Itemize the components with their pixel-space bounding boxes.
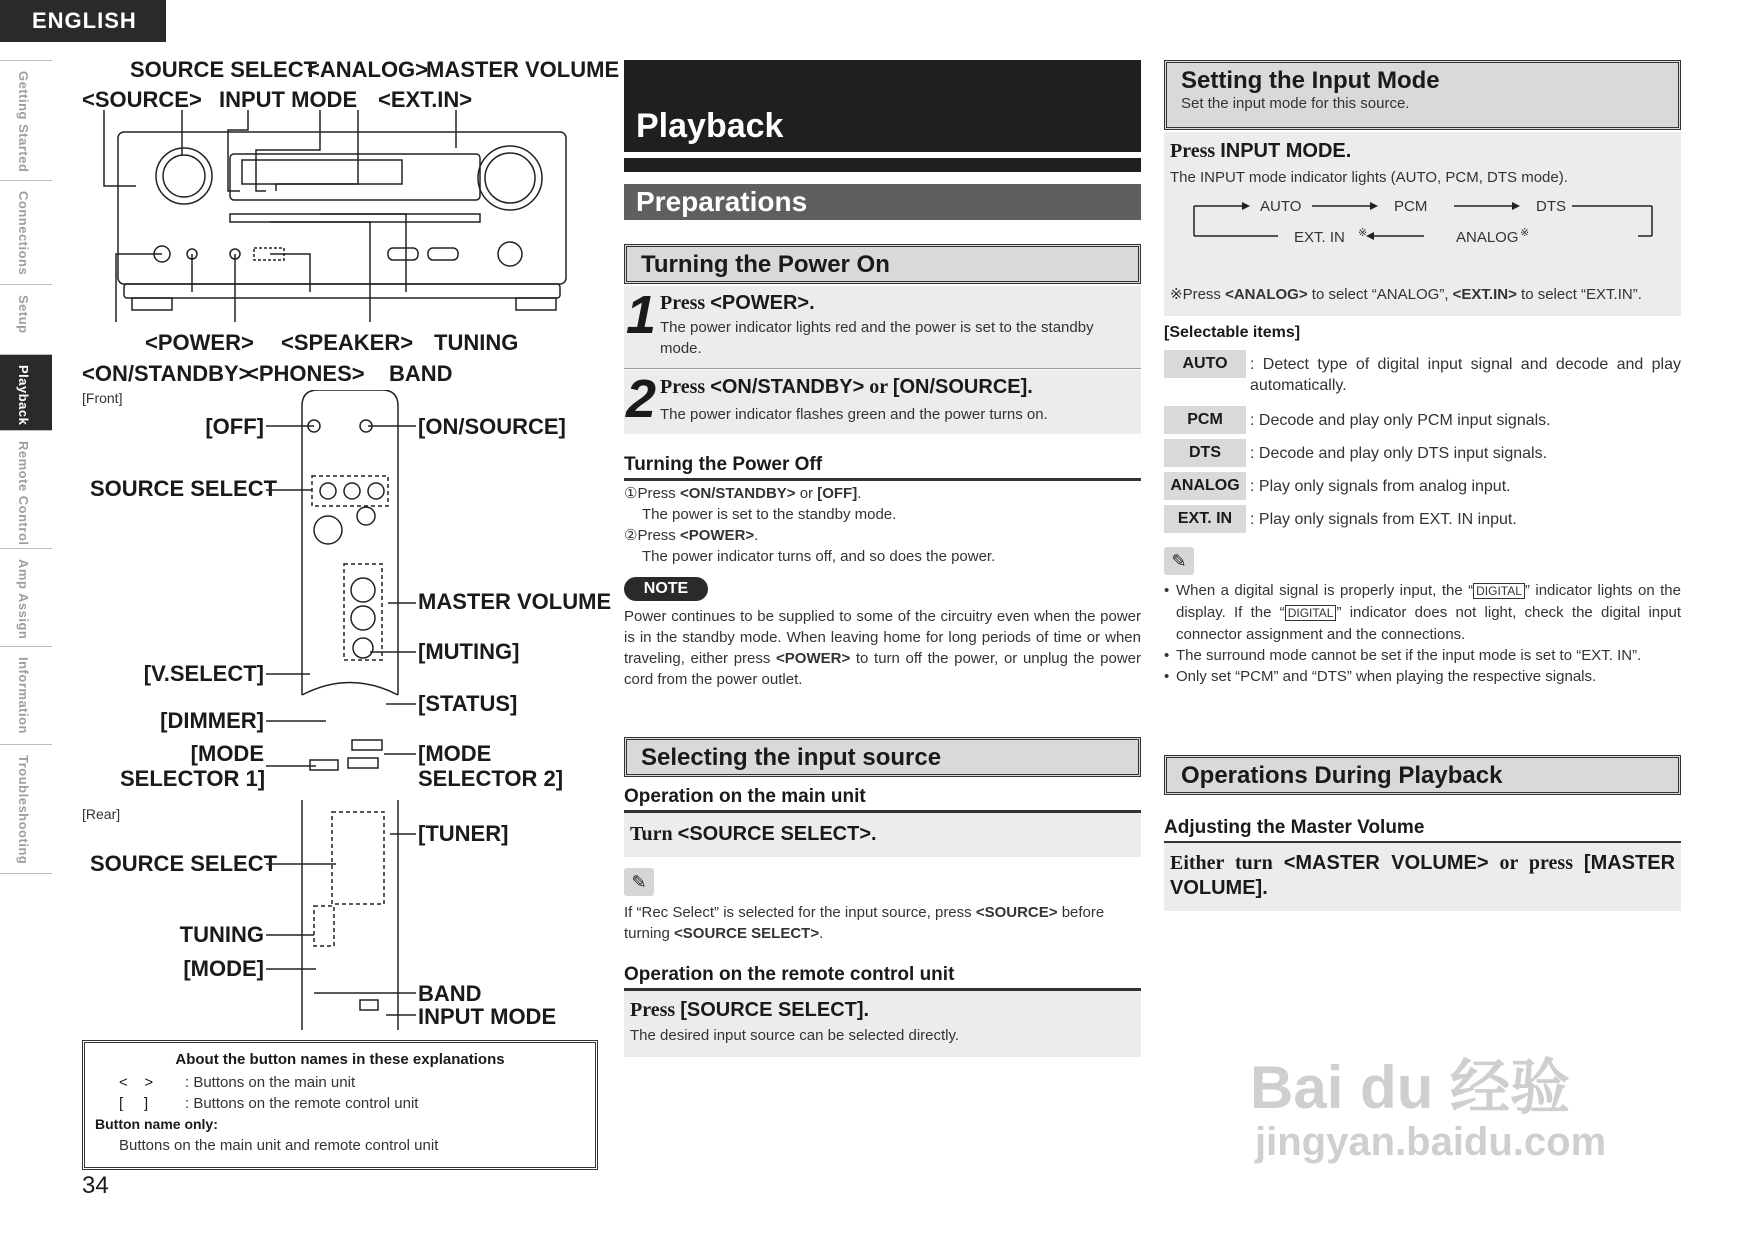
- flow-ext-in: EXT. IN: [1294, 229, 1345, 246]
- selectable-items-list: [1164, 350, 1681, 538]
- rec-select-note: If “Rec Select” is selected for the input source, press <SOURCE> before turning <SOURCE SELECT>.: [624, 904, 1105, 942]
- step-1-number: 1: [626, 285, 657, 345]
- remote-label-mode-selector-2b: SELECTOR 2]: [418, 766, 564, 791]
- remote-label-tuning: TUNING: [179, 922, 264, 947]
- item-ext-in-key: EXT. IN: [1164, 505, 1246, 533]
- analog-ext-footnote: ※Press <ANALOG> to select “ANALOG”, <EXT.IN> to select “EXT.IN”.: [1170, 286, 1642, 303]
- off-step-2: ②Press <POWER>.: [624, 527, 759, 544]
- tab-amp-assign[interactable]: Amp Assign: [0, 548, 52, 646]
- about-row1-text: : Buttons on the main unit: [185, 1074, 356, 1091]
- playback-header: [624, 60, 1141, 152]
- flow-dts: DTS: [1536, 198, 1566, 215]
- label-master-volume: MASTER VOLUME: [426, 57, 620, 82]
- step-2-text: The power indicator flashes green and the power turns on.: [660, 406, 1048, 423]
- remote-label-status: [STATUS]: [418, 691, 518, 716]
- item-dts-desc: : Decode and play only DTS input signals.: [1250, 445, 1548, 462]
- master-volume-text: Either turn <MASTER VOLUME> or press [MASTER VOLUME].: [1170, 852, 1676, 899]
- header-rule: [624, 158, 1141, 172]
- remote-label-source-select-2: SOURCE SELECT: [90, 851, 278, 876]
- remote-label-mode-selector-2a: [MODE: [418, 741, 492, 766]
- tab-troubleshooting[interactable]: Troubleshooting: [0, 744, 52, 874]
- label-analog: <ANALOG>: [307, 57, 429, 82]
- item-analog-desc: : Play only signals from analog input.: [1250, 478, 1511, 495]
- label-phones: <PHONES>: [246, 361, 365, 386]
- turn-source-select-text: Turn <SOURCE SELECT>.: [630, 823, 877, 845]
- remote-label-on-source: [ON/SOURCE]: [418, 414, 566, 439]
- watermark-logo: Bai du 经验: [1250, 1054, 1571, 1121]
- remote-label-off: [OFF]: [205, 414, 264, 439]
- pencil-icon-2: ✎: [1164, 547, 1194, 575]
- label-on-standby: <ON/STANDBY>: [82, 361, 252, 386]
- input-mode-notes: [1164, 580, 1681, 687]
- remote-label-input-mode: INPUT MODE: [418, 1004, 557, 1029]
- label-source: <SOURCE>: [82, 87, 202, 112]
- about-row1-symbol: < >: [119, 1074, 154, 1091]
- turning-power-on-title: Turning the Power On: [641, 251, 890, 278]
- item-auto: [1164, 350, 1681, 406]
- item-dts-key: DTS: [1164, 439, 1246, 467]
- item-ext-in-desc: : Play only signals from EXT. IN input.: [1250, 511, 1517, 528]
- tab-information[interactable]: Information: [0, 646, 52, 744]
- remote-label-mode: [MODE]: [183, 956, 264, 981]
- item-ext-in: [1164, 505, 1681, 538]
- tab-playback[interactable]: Playback: [0, 354, 52, 430]
- about-button-names-box: [82, 1040, 598, 1170]
- label-power: <POWER>: [145, 330, 254, 355]
- off-step-1-sub: The power is set to the standby mode.: [642, 506, 897, 523]
- adjusting-volume-title: Adjusting the Master Volume: [1164, 817, 1681, 844]
- selecting-input-title: Selecting the input source: [641, 744, 942, 771]
- step-1-panel: [624, 286, 1141, 368]
- note-bullet-1: • When a digital signal is properly input, the “ DIGITAL ” indicator lights on the display. If the “ DIGITAL ” indicator does not light, check the digital input connector assignment and the connections.: [1164, 582, 1681, 643]
- page-number: 34: [82, 1172, 109, 1199]
- playback-title: Playback: [636, 107, 784, 145]
- remote-label-mode-selector-1a: [MODE: [190, 741, 264, 766]
- remote-leader-lines: [266, 410, 416, 1020]
- setting-input-mode-subtitle: Set the input mode for this source.: [1181, 95, 1410, 112]
- selectable-items-title: [Selectable items]: [1164, 324, 1301, 341]
- front-panel-diagram: [80, 110, 600, 350]
- step-2-number: 2: [626, 369, 657, 429]
- about-title: About the button names in these explanations: [175, 1051, 505, 1068]
- note-bullet-2: • The surround mode cannot be set if the input mode is set to “EXT. IN”.: [1164, 647, 1642, 664]
- flow-auto: AUTO: [1260, 198, 1302, 215]
- remote-label-tuner: [TUNER]: [418, 821, 509, 846]
- press-input-mode-text: The INPUT mode indicator lights (AUTO, PCM, DTS mode).: [1170, 169, 1568, 186]
- tab-remote-control[interactable]: Remote Control: [0, 430, 52, 548]
- remote-label-source-select: SOURCE SELECT: [90, 476, 278, 501]
- remote-label-mode-selector-1b: SELECTOR 1]: [120, 766, 266, 791]
- remote-label-master-volume: MASTER VOLUME: [418, 589, 612, 614]
- remote-label-dimmer: [DIMMER]: [160, 708, 264, 733]
- item-pcm-desc: : Decode and play only PCM input signals.: [1250, 412, 1551, 429]
- item-dts: [1164, 439, 1681, 472]
- press-source-select-panel: [624, 991, 1141, 1057]
- step-divider: [624, 368, 1141, 369]
- pencil-icon: ✎: [624, 868, 654, 896]
- rear-caption: [Rear]: [82, 806, 121, 822]
- flow-analog: ANALOG: [1456, 229, 1519, 246]
- operations-playback-title: Operations During Playback: [1181, 762, 1503, 789]
- step-1-title: Press <POWER>.: [660, 292, 815, 314]
- about-button-name-text: Buttons on the main unit and remote control unit: [119, 1137, 439, 1154]
- note-badge: NOTE: [624, 577, 708, 601]
- operations-playback-header: [1164, 755, 1681, 795]
- language-tab: ENGLISH: [0, 0, 166, 42]
- master-volume-panel: [1164, 843, 1681, 911]
- about-row2-symbol: [ ]: [119, 1095, 149, 1112]
- off-step-2-sub: The power indicator turns off, and so does the power.: [642, 548, 996, 565]
- tab-setup[interactable]: Setup: [0, 284, 52, 354]
- power-off-steps: [624, 483, 1141, 567]
- about-row2-text: : Buttons on the remote control unit: [185, 1095, 419, 1112]
- step-2-panel: [624, 370, 1141, 434]
- op-remote-title: Operation on the remote control unit: [624, 964, 1141, 991]
- remote-label-band: BAND: [418, 981, 482, 1006]
- press-source-select-text: The desired input source can be selected directly.: [630, 1027, 960, 1044]
- preparations-header: Preparations: [624, 184, 1141, 220]
- press-input-mode-title: Press INPUT MODE.: [1170, 140, 1352, 162]
- flow-ext-mark: ※: [1358, 226, 1368, 239]
- note-bullet-3: • Only set “PCM” and “DTS” when playing the respective signals.: [1164, 668, 1597, 685]
- item-analog: [1164, 472, 1681, 505]
- op-main-unit-title: Operation on the main unit: [624, 786, 1141, 813]
- label-input-mode: INPUT MODE: [219, 87, 358, 112]
- label-tuning: TUNING: [434, 330, 519, 355]
- item-pcm: [1164, 406, 1681, 439]
- label-source-select: SOURCE SELECT: [130, 57, 318, 82]
- front-caption: [Front]: [82, 390, 123, 406]
- turn-source-select-panel: [624, 813, 1141, 857]
- input-mode-panel: [1164, 132, 1681, 316]
- item-auto-key: AUTO: [1164, 350, 1246, 378]
- watermark-url: jingyan.baidu.com: [1255, 1120, 1607, 1164]
- tab-connections[interactable]: Connections: [0, 180, 52, 284]
- label-band: BAND: [389, 361, 453, 386]
- flow-analog-mark: ※: [1520, 226, 1530, 239]
- note-text: Power continues to be supplied to some of the circuitry even when the power is in the standby mode. When leaving home for long periods of time or when traveling, either press <POWER> to turn off the power, or unplug the power cord from the power outlet.: [624, 608, 1141, 688]
- turning-power-off-title: Turning the Power Off: [624, 454, 1141, 481]
- press-source-select-title: Press [SOURCE SELECT].: [630, 999, 870, 1021]
- tab-getting-started[interactable]: Getting Started: [0, 60, 52, 180]
- setting-input-mode-title: Setting the Input Mode: [1181, 67, 1440, 94]
- off-step-1: ①Press <ON/STANDBY> or [OFF].: [624, 485, 862, 502]
- item-analog-key: ANALOG: [1164, 472, 1246, 500]
- item-auto-desc: : Detect type of digital input signal and decode and play automatically.: [1250, 356, 1681, 394]
- turning-power-on-header: [624, 244, 1141, 284]
- item-pcm-key: PCM: [1164, 406, 1246, 434]
- label-ext-in: <EXT.IN>: [378, 87, 473, 112]
- label-speaker: <SPEAKER>: [281, 330, 414, 355]
- input-mode-flow-diagram: [1164, 192, 1681, 262]
- remote-label-muting: [MUTING]: [418, 639, 520, 664]
- selecting-input-header: [624, 737, 1141, 777]
- flow-pcm: PCM: [1394, 198, 1428, 215]
- step-2-title: Press <ON/STANDBY> or [ON/SOURCE].: [660, 376, 1033, 398]
- about-button-name-label: Button name only:: [95, 1116, 218, 1132]
- setting-input-mode-header: [1164, 60, 1681, 130]
- step-1-text: The power indicator lights red and the power is set to the standby mode.: [660, 319, 1094, 357]
- remote-label-v-select: [V.SELECT]: [143, 661, 264, 686]
